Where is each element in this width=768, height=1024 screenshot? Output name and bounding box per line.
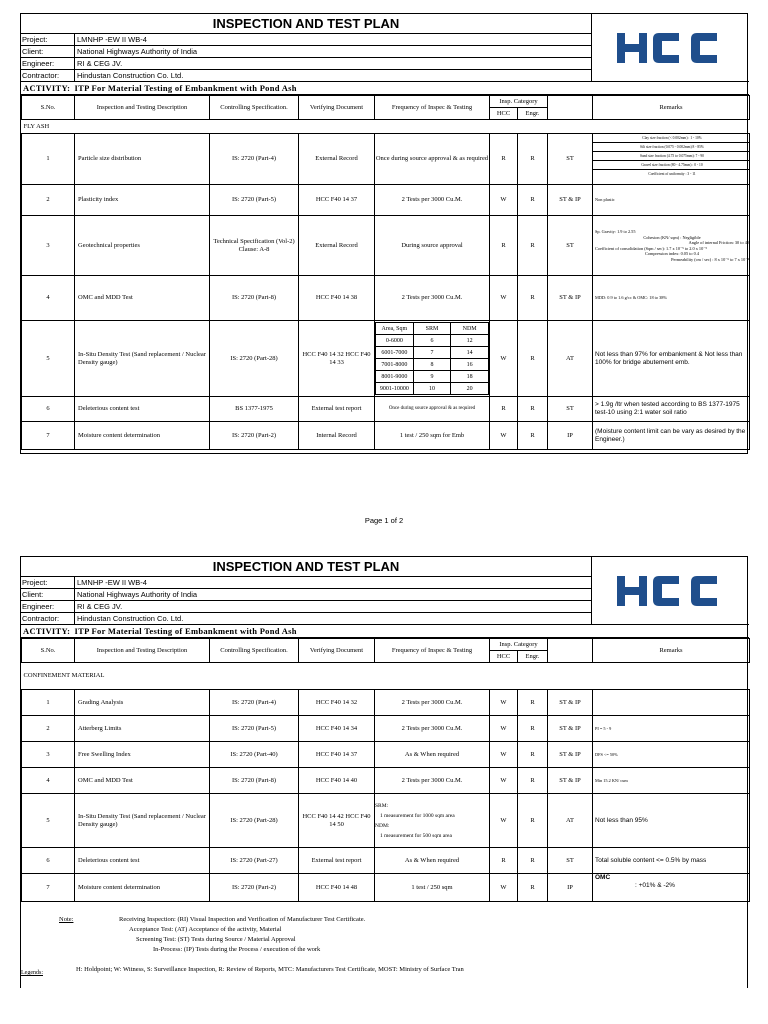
row-engr: R	[518, 716, 548, 742]
row-description: Geotechnical properties	[75, 216, 210, 276]
freq-cell: 20	[451, 383, 489, 395]
row-frequency: Once during source approval & as required	[375, 397, 490, 422]
row-verify: HCC F40 14 32	[299, 690, 375, 716]
row-remarks: Not less than 97% for embankment & Not less than 100% for bridge abutement emb.	[593, 321, 750, 397]
row-sno: 2	[22, 716, 75, 742]
header-hcc: HCC	[490, 108, 518, 120]
freq-cell: 9001-10000	[376, 383, 414, 395]
row-spec: IS: 2720 (Part-40)	[210, 742, 299, 768]
remark-line: Coefficient of uniformity : 3 - 11	[648, 172, 696, 176]
row-hcc: W	[490, 794, 518, 848]
row-verify: HCC F40 14 38	[299, 276, 375, 321]
row-remarks	[593, 690, 750, 716]
header-category	[548, 639, 593, 663]
row-sno: 6	[22, 397, 75, 422]
freq-cell: 8	[413, 359, 451, 371]
row-hcc: R	[490, 216, 518, 276]
client-label: Client:	[22, 46, 75, 57]
row-engr: R	[518, 742, 548, 768]
row-hcc: W	[490, 690, 518, 716]
engineer-label: Engineer:	[22, 601, 75, 612]
activity-label: ACTIVITY:	[23, 83, 71, 93]
row-verify: HCC F40 14 48	[299, 874, 375, 902]
row-hcc: W	[490, 742, 518, 768]
remark-line: Silt size fraction (0.075 - 0.002mm) 8 - 85%	[593, 143, 749, 152]
hcc-logo	[592, 557, 749, 625]
row-description: OMC and MDD Test	[75, 768, 210, 794]
row-spec: BS 1377-1975	[210, 397, 299, 422]
row-description: Moisture content determination	[75, 874, 210, 902]
engineer-row	[21, 601, 592, 613]
header-description: Inspection and Testing Description	[75, 639, 210, 663]
row-spec: IS: 2720 (Part-28)	[210, 321, 299, 397]
note-line: Acceptance Test: (AT) Acceptance of the activity, Material	[129, 926, 282, 933]
row-frequency: 1 test / 250 sqm	[375, 874, 490, 902]
row-category: ST & IP	[548, 716, 593, 742]
row-engr: R	[518, 185, 548, 216]
row-description: In-Situ Density Test (Sand replacement / Nuclear Density gauge)	[75, 794, 210, 848]
row-frequency: As & When required	[375, 848, 490, 874]
row-description: Moisture content determination	[75, 422, 210, 450]
header-insp-category: Insp. Category	[490, 96, 548, 108]
freq-header: SRM	[413, 323, 451, 335]
table-row	[22, 321, 750, 397]
freq-line: SRM:	[375, 802, 389, 809]
hcc-logo	[592, 14, 749, 82]
note-line: Screening Test: (ST) Tests during Source / Material Approval	[136, 936, 296, 943]
row-spec: IS: 2720 (Part-5)	[210, 185, 299, 216]
table-row	[22, 397, 750, 422]
row-engr: R	[518, 276, 548, 321]
row-verify: HCC F40 14 42 HCC F40 14 50	[299, 794, 375, 848]
activity-row	[21, 625, 749, 638]
freq-cell: 8001-9000	[376, 371, 414, 383]
table-row	[22, 690, 750, 716]
table-row	[22, 874, 750, 902]
remark-line: Angle of internal Friction: 30 to 40	[688, 240, 749, 245]
row-sno: 3	[22, 216, 75, 276]
page-title: INSPECTION AND TEST PLAN	[21, 557, 592, 577]
row-category: ST	[548, 216, 593, 276]
contractor-value: Hindustan Construction Co. Ltd.	[77, 71, 184, 80]
row-description: Grading Analysis	[75, 690, 210, 716]
row-spec: IS: 2720 (Part-4)	[210, 134, 299, 185]
remark-line: Compression index: 0.05 to 0.4	[645, 251, 699, 256]
row-engr: R	[518, 397, 548, 422]
row-frequency: As & When required	[375, 742, 490, 768]
row-sno: 3	[22, 742, 75, 768]
header-insp-category: Insp. Category	[490, 639, 548, 651]
freq-cell: 10	[413, 383, 451, 395]
contractor-row	[21, 613, 592, 625]
row-frequency: 2 Tests per 3000 Cu.M.	[375, 716, 490, 742]
row-verify: HCC F40 14 32 HCC F40 14 33	[299, 321, 375, 397]
row-frequency: 1 test / 250 sqm for Emb	[375, 422, 490, 450]
row-category: AT	[548, 794, 593, 848]
remark-line: Cohesion (KN/ sqm) : Negligible	[643, 234, 701, 240]
header-frequency: Frequency of Inspec & Testing	[375, 96, 490, 120]
row-hcc: W	[490, 185, 518, 216]
remark-line: Clay size fraction (< 0.002mm) : 1 - 10%	[593, 134, 749, 143]
engineer-row	[21, 58, 592, 70]
header-remarks: Remarks	[593, 639, 750, 663]
row-frequency: 2 Tests per 3000 Cu.M.	[375, 185, 490, 216]
row-frequency: 2 Tests per 3000 Cu.M.	[375, 768, 490, 794]
header-sno: S.No.	[22, 639, 75, 663]
page-title: INSPECTION AND TEST PLAN	[21, 14, 592, 34]
row-verify: Internal Record	[299, 422, 375, 450]
row-spec: IS: 2720 (Part-8)	[210, 768, 299, 794]
client-value: National Highways Authority of India	[77, 590, 198, 599]
row-engr: R	[518, 768, 548, 794]
header-description: Inspection and Testing Description	[75, 96, 210, 120]
row-remarks: > 1.9g /ltr when tested according to BS 1377-1975 test-10 using 2:1 water soil ratio	[593, 397, 750, 422]
note-label: Note:	[59, 916, 74, 923]
client-row	[21, 46, 592, 58]
row-category: ST & IP	[548, 276, 593, 321]
row-engr: R	[518, 874, 548, 902]
row-sno: 4	[22, 276, 75, 321]
freq-line: NDM:	[375, 822, 390, 829]
row-frequency: During source approval	[375, 216, 490, 276]
row-spec: IS: 2720 (Part-28)	[210, 794, 299, 848]
row-sno: 7	[22, 422, 75, 450]
row-hcc: W	[490, 768, 518, 794]
remark-line: Sp. Gravity: 1.9 to 2.55	[595, 229, 636, 234]
table-row	[22, 422, 750, 450]
table-row	[22, 742, 750, 768]
client-row	[21, 589, 592, 601]
row-remarks: Non plastic	[593, 185, 750, 216]
row-remarks: PI = 5 - 9	[593, 716, 750, 742]
row-engr: R	[518, 794, 548, 848]
row-spec: IS: 2720 (Part-8)	[210, 276, 299, 321]
header-specification: Controlling Specification.	[210, 96, 299, 120]
row-sno: 7	[22, 874, 75, 902]
row-hcc: W	[490, 716, 518, 742]
row-category: AT	[548, 321, 593, 397]
note-line: Receiving Inspection: (RI) Visual Inspection and Verification of Manufacturer Test Certificate.	[119, 916, 366, 923]
freq-header: NDM	[451, 323, 489, 335]
density-frequency-table	[375, 322, 489, 395]
freq-line: 1 measurement for 500 sqm area	[380, 832, 452, 839]
row-description: Deleterious content test	[75, 397, 210, 422]
row-spec: IS: 2720 (Part-2)	[210, 874, 299, 902]
section-title: FLY ASH	[22, 120, 750, 134]
activity-row	[21, 82, 749, 95]
row-engr: R	[518, 216, 548, 276]
row-engr: R	[518, 422, 548, 450]
row-frequency: Once during source approval & as required	[375, 134, 490, 185]
legend-label: Legends:	[21, 970, 43, 976]
row-hcc: W	[490, 422, 518, 450]
row-hcc: W	[490, 321, 518, 397]
freq-cell: 12	[451, 335, 489, 347]
header-verifying-document: Verifying Document	[299, 639, 375, 663]
row-sno: 2	[22, 185, 75, 216]
row-remarks: Total soluble content <= 0.5% by mass	[593, 848, 750, 874]
activity-value: ITP For Material Testing of Embankment with Pond Ash	[74, 83, 297, 93]
header-sno: S.No.	[22, 96, 75, 120]
row-sno: 1	[22, 134, 75, 185]
row-sno: 5	[22, 794, 75, 848]
remark-line: OMC	[595, 874, 611, 881]
header-engr: Engr.	[518, 108, 548, 120]
row-description: Atterberg Limits	[75, 716, 210, 742]
table-row	[22, 716, 750, 742]
row-hcc: W	[490, 276, 518, 321]
row-verify: External Record	[299, 216, 375, 276]
freq-cell: 6001-7000	[376, 347, 414, 359]
freq-cell: 0-6000	[376, 335, 414, 347]
freq-cell: 9	[413, 371, 451, 383]
row-category: IP	[548, 422, 593, 450]
client-label: Client:	[22, 589, 75, 600]
header-hcc: HCC	[490, 651, 518, 663]
table-row	[22, 185, 750, 216]
table-row	[22, 768, 750, 794]
freq-line: 1 measurement for 1000 sqm area	[380, 812, 455, 819]
remark-line: : +01% & -2%	[635, 882, 675, 889]
table-row	[22, 216, 750, 276]
row-spec: IS: 2720 (Part-4)	[210, 690, 299, 716]
activity-value: ITP For Material Testing of Embankment with Pond Ash	[74, 626, 297, 636]
row-category: ST & IP	[548, 742, 593, 768]
freq-cell: 18	[451, 371, 489, 383]
remark-line: Sand size fraction (4.75 to 0.075mm): 7 - 90	[593, 152, 749, 161]
row-hcc: R	[490, 397, 518, 422]
row-remarks	[593, 874, 750, 902]
remark-line: Gravel size fraction (80 - 4.75mm) : 0 - 10	[593, 161, 749, 170]
note-line: In-Process: (IP) Tests during the Process / execution of the work	[153, 946, 321, 953]
row-category: ST & IP	[548, 768, 593, 794]
row-category: ST	[548, 397, 593, 422]
row-category: ST	[548, 848, 593, 874]
row-verify: HCC F40 14 34	[299, 716, 375, 742]
row-engr: R	[518, 134, 548, 185]
row-spec: IS: 2720 (Part-5)	[210, 716, 299, 742]
row-hcc: W	[490, 874, 518, 902]
row-engr: R	[518, 321, 548, 397]
header-verifying-document: Verifying Document	[299, 96, 375, 120]
row-frequency	[375, 794, 490, 848]
row-remarks: DFS <= 50%	[593, 742, 750, 768]
row-remarks	[593, 216, 750, 276]
contractor-label: Contractor:	[22, 70, 75, 81]
row-remarks	[593, 134, 750, 185]
header-frequency: Frequency of Inspec & Testing	[375, 639, 490, 663]
row-verify: HCC F40 14 37	[299, 742, 375, 768]
row-category: ST	[548, 134, 593, 185]
hcc-logo-icon	[617, 576, 725, 606]
engineer-value: RI & CEG JV.	[77, 602, 123, 611]
row-frequency	[375, 321, 490, 397]
table-row	[22, 794, 750, 848]
row-description: Particle size distribution	[75, 134, 210, 185]
project-label: Project:	[22, 577, 75, 588]
client-value: National Highways Authority of India	[77, 47, 198, 56]
row-verify: External test report	[299, 848, 375, 874]
row-verify: HCC F40 14 40	[299, 768, 375, 794]
header-remarks: Remarks	[593, 96, 750, 120]
project-value: LMNHP -EW II WB-4	[77, 578, 147, 587]
row-frequency: 2 Tests per 3000 Cu.M.	[375, 276, 490, 321]
freq-header: Area, Sqm	[376, 323, 414, 335]
row-hcc: R	[490, 848, 518, 874]
header-category	[548, 96, 593, 120]
row-spec: IS: 2720 (Part-2)	[210, 422, 299, 450]
header-engr: Engr.	[518, 651, 548, 663]
itp-table-2	[21, 638, 750, 902]
remark-line: Coefficient of consolidation (Sqm / sec): 1.7 x 10⁻⁵ to 2.0 x 10⁻⁵	[595, 245, 707, 251]
row-engr: R	[518, 690, 548, 716]
row-verify: External test report	[299, 397, 375, 422]
engineer-label: Engineer:	[22, 58, 75, 69]
row-hcc: R	[490, 134, 518, 185]
row-description: Free Swelling Index	[75, 742, 210, 768]
table-row	[22, 276, 750, 321]
row-description: Deleterious content test	[75, 848, 210, 874]
row-sno: 6	[22, 848, 75, 874]
itp-page-1	[20, 13, 748, 454]
table-row	[22, 848, 750, 874]
row-spec: IS: 2720 (Part-27)	[210, 848, 299, 874]
row-sno: 1	[22, 690, 75, 716]
project-row	[21, 34, 592, 46]
hcc-logo-icon	[617, 33, 725, 63]
itp-page-2	[20, 556, 748, 988]
row-frequency: 2 Tests per 3000 Cu.M.	[375, 690, 490, 716]
itp-table-1	[21, 95, 750, 450]
row-description: In-Situ Density Test (Sand replacement / Nuclear Density gauge)	[75, 321, 210, 397]
row-remarks: MDD: 0.9 to 1.6 g/cc & OMC: 18 to 38%	[593, 276, 750, 321]
freq-cell: 7	[413, 347, 451, 359]
activity-label: ACTIVITY:	[23, 626, 71, 636]
engineer-value: RI & CEG JV.	[77, 59, 123, 68]
row-description: Plasticity index	[75, 185, 210, 216]
project-row	[21, 577, 592, 589]
freq-cell: 16	[451, 359, 489, 371]
row-category: ST & IP	[548, 690, 593, 716]
row-category: IP	[548, 874, 593, 902]
row-category: ST & IP	[548, 185, 593, 216]
header-specification: Controlling Specification.	[210, 639, 299, 663]
legend-text: H: Holdpoint; W: Witness, S: Surveillance Inspection, R: Review of Reports, MTC: Manufacturers Test Certificate, MOST: Ministry of Surface Tran	[76, 966, 464, 973]
row-remarks: Not less than 95%	[593, 794, 750, 848]
row-description: OMC and MDD Test	[75, 276, 210, 321]
contractor-label: Contractor:	[22, 613, 75, 624]
row-verify: HCC F40 14 37	[299, 185, 375, 216]
row-sno: 4	[22, 768, 75, 794]
row-engr: R	[518, 848, 548, 874]
project-value: LMNHP -EW II WB-4	[77, 35, 147, 44]
row-remarks: (Moisture content limit can be vary as desired by the Engineer.)	[593, 422, 750, 450]
contractor-row	[21, 70, 592, 82]
row-remarks: Min 15.2 KN/ cum	[593, 768, 750, 794]
row-spec: Technical Specification (Vol-2) Clause: A-8	[210, 216, 299, 276]
freq-cell: 7001-8000	[376, 359, 414, 371]
row-verify: External Record	[299, 134, 375, 185]
freq-cell: 6	[413, 335, 451, 347]
freq-cell: 14	[451, 347, 489, 359]
section-title: CONFINEMENT MATERIAL	[22, 663, 750, 690]
contractor-value: Hindustan Construction Co. Ltd.	[77, 614, 184, 623]
row-sno: 5	[22, 321, 75, 397]
remark-line: Permeability (cm / sec) : 8 x 10⁻⁶ to 7 x 10⁻⁴	[671, 256, 749, 262]
page-number: Page 1 of 2	[364, 516, 404, 525]
table-row	[22, 134, 750, 185]
project-label: Project:	[22, 34, 75, 45]
